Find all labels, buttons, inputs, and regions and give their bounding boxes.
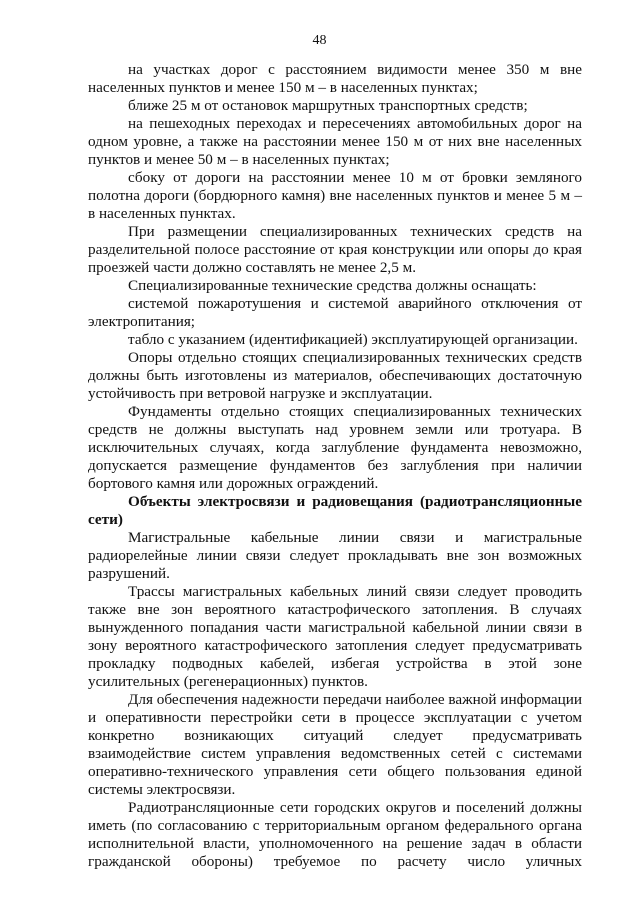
paragraph-roadside-distance: сбоку от дороги на расстоянии менее 10 м от бровки земляного полотна дороги (бордюрного камня) вне населенных пунктов и менее 5 м – в населенных пунктах. xyxy=(88,169,582,222)
paragraph-supports: Опоры отдельно стоящих специализированных технических средств должны быть изготовлены из материалов, обеспечивающих достаточную устойчивость при ветровой нагрузке и эксплуатации. xyxy=(88,349,582,402)
paragraph-network-reliability: Для обеспечения надежности передачи наиболее важной информации и оперативности перестройки сети в процессе эксплуатации с учетом конкретно возникающих ситуаций следует предусматривать взаимодействие систем управления ведомственных сетей с системами оперативно-технического управления сети общего пользования единой системы электросвязи. xyxy=(88,691,582,798)
document-body xyxy=(88,61,582,871)
paragraph-median-placement: При размещении специализированных технических средств на разделительной полосе расстояние от края конструкции или опоры до края проезжей части должно составлять не менее 2,5 м. xyxy=(88,223,582,276)
paragraph-foundations: Фундаменты отдельно стоящих специализированных технических средств не должны выступать над уровнем земли или тротуара. В исключительных случаях, когда заглубление фундамента невозможно, допускается размещение фундаментов без заглубления при наличии бортового камня или дорожных ограждений. xyxy=(88,403,582,492)
paragraph-flood-zones: Трассы магистральных кабельных линий связи следует проводить также вне зон вероятного катастрофического затопления. В случаях вынужденного попадания части магистральной кабельной линии связи в зону вероятного катастрофического затопления следует предусматривать прокладку подводных кабелей, избегая устройства в этой зоне усилительных (регенерационных) пунктов. xyxy=(88,583,582,690)
paragraph-operator-sign: табло с указанием (идентификацией) эксплуатирующей организации. xyxy=(128,331,578,348)
paragraph-fire-system: системой пожаротушения и системой аварийного отключения от электропитания; xyxy=(88,295,582,330)
paragraph-visibility-distance: на участках дорог с расстоянием видимости менее 350 м вне населенных пунктов и менее 150 м – в населенных пунктах; xyxy=(88,61,582,96)
section-heading-telecom: Объекты электросвязи и радиовещания (радиотрансляционные сети) xyxy=(88,493,582,528)
paragraph-trunk-lines: Магистральные кабельные линии связи и магистральные радиорелейные линии связи следует прокладывать вне зон возможных разрушений. xyxy=(88,529,582,582)
paragraph-radio-networks: Радиотрансляционные сети городских округов и поселений должны иметь (по согласованию с территориальным органом федерального органа исполнительной власти, уполномоченного на решение задач в области гражданской обороны) требуемое по расчету число уличных xyxy=(88,799,582,870)
paragraph-equipment-intro: Специализированные технические средства должны оснащать: xyxy=(128,277,537,294)
page-number: 48 xyxy=(312,33,327,48)
paragraph-crossings: на пешеходных переходах и пересечениях автомобильных дорог на одном уровне, а также на расстоянии менее 150 м от них вне населенных пунктов и менее 50 м – в населенных пунктах; xyxy=(88,115,582,168)
paragraph-bus-stops: ближе 25 м от остановок маршрутных транспортных средств; xyxy=(128,97,528,114)
